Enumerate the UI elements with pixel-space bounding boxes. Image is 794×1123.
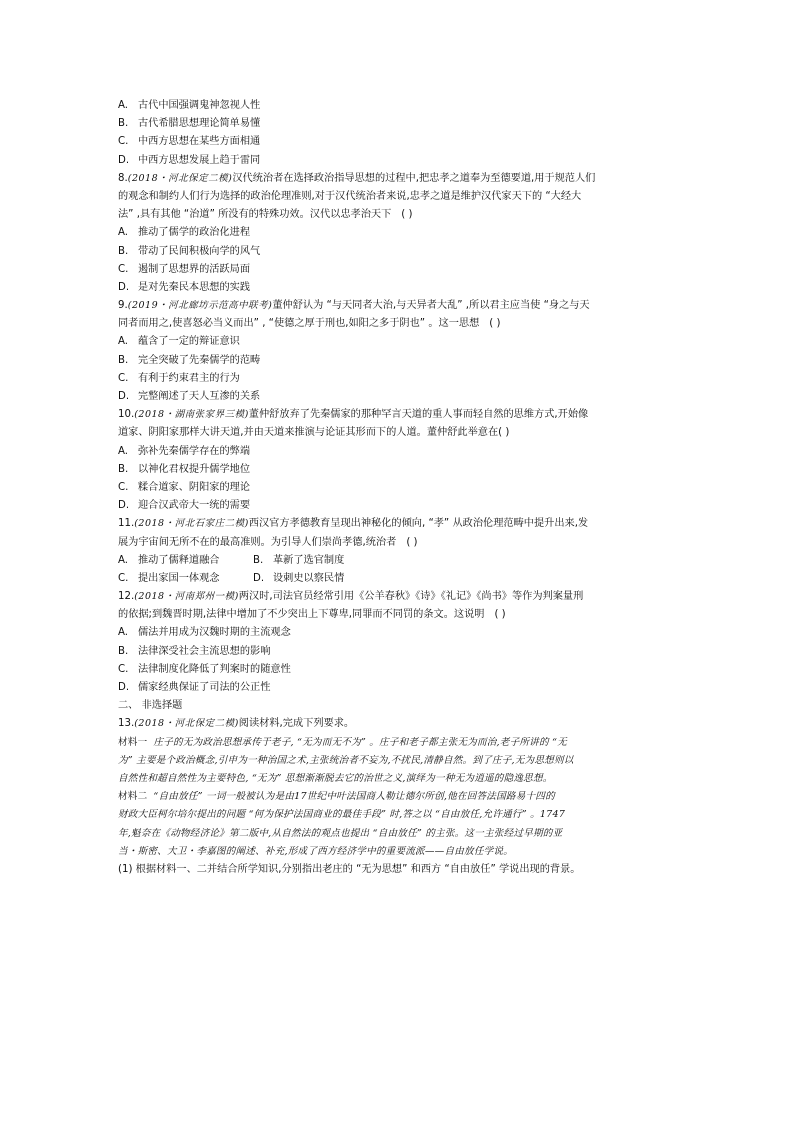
q9-stem-line1: 9.(2019・河北廊坊示范高中联考)董仲舒认为 “与天同者大治,与天异者大乱” ,所以君主应当使 “身之与天 [118, 300, 590, 312]
q11-option-d: D. 设刺史以察民情 [253, 572, 345, 584]
q8-stem-line3: 法” ,具有其他 “治道” 所没有的特殊功效。汉代以忠孝治天下 ( ) [118, 209, 413, 221]
q7-option-d: D. 中西方思想发展上趋于雷同 [118, 154, 261, 166]
section-heading-non-choice: 二、 非选择题 [118, 700, 183, 712]
q11-source: (2018・河北石家庄二模) [134, 518, 249, 530]
q7-option-c: C. 中西方思想在某些方面相通 [118, 136, 261, 148]
question-11 [118, 515, 678, 588]
q11-stem-line1: 11.(2018・河北石家庄二模)西汉官方孝德教育呈现出神秘化的倾向, “孝” 从政治伦理范畴中提升出来,发 [118, 518, 589, 530]
q10-source: (2018・湖南张家界三模) [134, 409, 249, 421]
q13-stem: 13.(2018・河北保定二模)阅读材料,完成下列要求。 [118, 718, 355, 730]
q8-option-d: D. 是对先秦民本思想的实践 [118, 281, 251, 293]
q9-option-d: D. 完整阐述了天人互渗的关系 [118, 391, 261, 402]
q8-option-a: A. 推动了儒学的政治化进程 [118, 227, 251, 239]
q11-option-a: A. 推动了儒释道融合 [118, 554, 220, 566]
question-10 [118, 406, 678, 515]
q12-stem-line2: 的依据;到魏晋时期,法律中增加了不少突出上下尊卑,同罪而不同罚的条文。这说明 ( ) [118, 609, 506, 621]
q13-source: (2018・河北保定二模) [134, 718, 239, 730]
q12-option-a: A. 儒法并用成为汉魏时期的主流观念 [118, 627, 291, 639]
question-9 [118, 297, 678, 406]
q9-answer-bracket: ( ) [489, 318, 501, 330]
question-13 [118, 715, 678, 879]
q12-option-d: D. 儒家经典保证了司法的公正性 [118, 682, 271, 693]
q9-option-c: C. 有利于约束君主的行为 [118, 372, 240, 384]
q8-option-c: C. 遏制了思想界的活跃局面 [118, 263, 251, 275]
question-8 [118, 170, 678, 297]
q11-answer-bracket: ( ) [406, 536, 418, 548]
material1-label: 材料一 [118, 736, 148, 748]
q9-source: (2019・河北廊坊示范高中联考) [127, 300, 273, 312]
question-content [118, 97, 678, 879]
q9-option-a: A. 蕴含了一定的辩证意识 [118, 336, 240, 348]
q11-stem-line2: 展为宇宙间无所不在的最高准则。为引导人们崇尚孝德,统治者 ( ) [118, 536, 418, 548]
q10-option-b: B. 以神化君权提升儒学地位 [118, 463, 251, 475]
q8-stem-line2: 的观念和制约人们行为选择的政治伦理准则,对于汉代统治者来说,忠孝之道是维护汉代家天下的 “大经大 [118, 190, 582, 202]
q8-answer-bracket: ( ) [401, 209, 413, 221]
q11-option-c: C. 提出家国一体观念 [118, 572, 220, 584]
q13-material2-line3: 年,魁奈在《动物经济论》第二版中,从自然法的观点也提出 “自由放任” 的主张。这一主张经过早期的亚 [118, 827, 563, 839]
question-12 [118, 588, 678, 697]
q12-source: (2018・河南郑州一模) [134, 591, 239, 603]
q10-stem-line2: 道家、阴阳家那样大讲天道,并由天道来推演与论证其形而下的人道。董仲舒此举意在( ) [118, 427, 510, 439]
q11-options-row1 [118, 552, 678, 570]
q9-option-b: B. 完全突破了先秦儒学的范畴 [118, 354, 261, 366]
q10-stem-line1: 10.(2018・湖南张家界三模)董仲舒放弃了先秦儒家的那种罕言天道的重人事而轻自然的思维方式,开始像 [118, 409, 589, 421]
q10-option-c: C. 糅合道家、阴阳家的理论 [118, 481, 251, 493]
q10-option-d: D. 迎合汉武帝大一统的需要 [118, 500, 251, 512]
q8-source: (2018・河北保定二模) [127, 172, 233, 184]
q13-subquestion-1: (1) 根据材料一、二并结合所学知识,分别指出老庄的 “无为思想” 和西方 “自由放任” 学说出现的背景。 [118, 863, 581, 875]
q7-options [118, 97, 678, 170]
q12-answer-bracket: ( ) [494, 609, 506, 621]
q13-material1-line1: 材料一 庄子的无为政治思想承传于老子, “无为而无不为” 。庄子和老子都主张无为而治,老子所讲的 “无 [118, 736, 567, 748]
q13-material1-line2: 为” 主要是个政治概念,引申为一种治国之术,主张统治者不妄为,不扰民,清静自然。到了庄子,无为思想则以 [118, 754, 574, 766]
q13-material2-line4: 当・斯密、大卫・李嘉图的阐述、补充,形成了西方经济学中的重要流派——自由放任学说。 [118, 845, 513, 857]
q8-option-b: B. 带动了民间积极向学的风气 [118, 245, 261, 257]
q9-stem-line2: 同者而用之,使喜怒必当义而出” , “使德之厚于刑也,如阳之多于阴也” 。这一思想 ( ) [118, 318, 501, 330]
q10-option-a: A. 弥补先秦儒学存在的弊端 [118, 445, 251, 457]
q12-option-b: B. 法律深受社会主流思想的影响 [118, 645, 271, 657]
q11-option-b: B. 革新了选官制度 [253, 554, 345, 566]
q7-option-a: A. 古代中国强调鬼神忽视人性 [118, 100, 261, 111]
q12-option-c: C. 法律制度化降低了判案时的随意性 [118, 663, 291, 675]
q11-options-row2 [118, 570, 678, 588]
q7-option-b: B. 古代希腊思想理论简单易懂 [118, 118, 261, 130]
q13-material2-line2: 财政大臣柯尔培尔提出的问题 “何为保护法国商业的最佳手段” 时,答之以 “自由放任,允许通行” 。1747 [118, 809, 566, 821]
q13-material1-line3: 自然性和超自然性为主要特色, “无为” 思想渐渐脱去它的治世之义,演绎为一种无为逍遥的隐逸思想。 [118, 772, 553, 784]
q8-stem-line1: 8.(2018・河北保定二模)汉代统治者在选择政治指导思想的过程中,把忠孝之道奉为至德要道,用于规范人们 [118, 172, 596, 184]
q12-stem-line1: 12.(2018・河南郑州一模)两汉时,司法官员经常引用《公羊春秋》《诗》《礼记》《尚书》等作为判案量刑 [118, 591, 584, 603]
q13-material2-line1: 材料二 “自由放任” 一词一般被认为是由17世纪中叶法国商人勒让德尔所创,他在回答法国路易十四的 [118, 791, 555, 803]
material2-label: 材料二 [118, 791, 148, 803]
